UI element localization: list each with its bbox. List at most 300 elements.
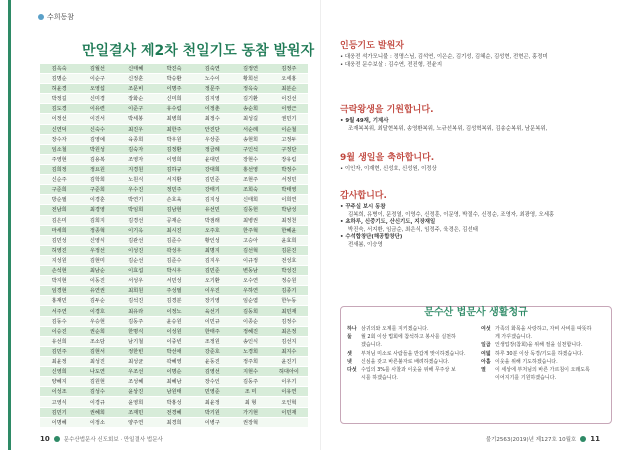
name-row — [40, 286, 308, 296]
name-cell: 이정춘 — [193, 104, 231, 114]
name-cell: 육선기 — [193, 306, 231, 316]
rule-text: 수입의 3%를 사찰과 이웃을 위해 무주상 보 — [361, 367, 456, 374]
name-cell: 지성원 — [40, 255, 78, 265]
name-cell: 조현주 — [231, 175, 269, 185]
name-cell: 최은정 — [270, 326, 308, 336]
rule-number: 열 — [481, 367, 486, 374]
rule-row — [481, 358, 607, 366]
name-cell: 민영준 — [193, 387, 231, 397]
rule-text: 게 가꾸겠습니다. — [495, 334, 532, 341]
name-cell: 서정민 — [270, 175, 308, 185]
footer-dot-icon — [580, 436, 586, 442]
name-cell: 최병권 — [231, 215, 269, 225]
name-cell: 권혜희 — [78, 407, 116, 417]
name-cell: 마세희 — [40, 225, 78, 235]
name-cell: 정종혁 — [78, 225, 116, 235]
name-cell: 윤영희 — [117, 397, 155, 407]
name-cell: 박시우 — [155, 266, 193, 276]
name-cell: 조 미 — [231, 387, 269, 397]
rule-text: 인생업장(참회)을 위해 절을 실천합니다. — [495, 342, 583, 349]
rule-row — [481, 341, 607, 349]
name-row — [40, 276, 308, 286]
name-cell: 김종기 — [270, 286, 308, 296]
name-cell: 황인성 — [193, 235, 231, 245]
name-cell: 고승아 — [231, 235, 269, 245]
name-cell: 이성진 — [117, 245, 155, 255]
name-cell: 남원태 — [155, 387, 193, 397]
name-cell: 이규정 — [231, 255, 269, 265]
name-cell: 나도연 — [78, 367, 116, 377]
rule-text: 삼귀의와 오계를 지키겠습니다. — [361, 326, 429, 332]
section-header — [38, 12, 74, 22]
name-cell: 김준수 — [155, 255, 193, 265]
name-cell: 이효섭 — [117, 266, 155, 276]
name-cell: 최진우 — [117, 124, 155, 134]
name-cell: 정문주 — [193, 84, 231, 94]
name-cell: 박남성 — [270, 205, 308, 215]
name-cell: 허영진 — [40, 245, 78, 255]
name-cell: 김정주 — [270, 64, 308, 73]
name-cell: 김원현 — [78, 377, 116, 387]
name-cell: 정금례 — [193, 144, 231, 154]
name-cell: 전남희 — [40, 205, 78, 215]
name-cell: 유선희 — [40, 336, 78, 346]
name-cell: 김동수 — [40, 316, 78, 326]
name-cell: 김정연 — [231, 64, 269, 73]
name-cell: 권민기 — [270, 114, 308, 124]
name-row — [40, 144, 308, 154]
name-cell: 양주연 — [117, 417, 155, 427]
name-cell: 손석현 — [40, 266, 78, 276]
left-accent-bar — [8, 0, 11, 450]
name-cell: 이정선 — [40, 114, 78, 124]
name-cell: 최민재 — [270, 306, 308, 316]
name-cell: 조정원 — [193, 336, 231, 346]
rule-number: 다섯 — [347, 367, 357, 374]
name-cell: 한누동 — [270, 296, 308, 306]
rule-row — [481, 325, 607, 333]
name-cell: 우정선 — [78, 245, 116, 255]
name-cell: 이경훈 — [78, 195, 116, 205]
rebirth-line: • 9월 49재, 기제사 — [340, 118, 389, 124]
rule-row — [347, 341, 475, 349]
name-cell: 윤상진 — [117, 387, 155, 397]
name-row — [40, 195, 308, 205]
name-cell: 김동헌 — [231, 205, 269, 215]
name-row — [40, 377, 308, 387]
name-row — [40, 255, 308, 265]
name-cell: 홍재민 — [40, 296, 78, 306]
name-row — [40, 114, 308, 124]
rule-number: 여섯 — [481, 326, 491, 332]
name-cell: 윤동진 — [193, 357, 231, 367]
lotus-icon — [38, 14, 44, 20]
name-row — [40, 164, 308, 174]
rule-number: 셋 — [347, 350, 352, 357]
rule-number: 하나 — [347, 326, 357, 332]
rule-text: 이웃을 위해 기도하겠습니다. — [495, 358, 558, 365]
name-cell: 손호육 — [155, 195, 193, 205]
name-cell: 오수연 — [231, 276, 269, 286]
name-cell: 신미경 — [78, 94, 116, 104]
name-cell: 김숙연 — [193, 64, 231, 73]
name-cell: 이기옥 — [117, 225, 155, 235]
name-cell: 최희원 — [117, 286, 155, 296]
footer-right — [486, 435, 604, 443]
name-cell: 조문비 — [117, 84, 155, 94]
name-cell: 윤효희 — [270, 235, 308, 245]
name-cell: 곽성우 — [155, 245, 193, 255]
name-cell: 최명지 — [193, 245, 231, 255]
name-cell: 한주혁 — [231, 225, 269, 235]
name-cell: 조희숙 — [231, 185, 269, 195]
name-cell: 장수자 — [40, 134, 78, 144]
name-cell: 김지영 — [193, 94, 231, 104]
rule-number — [481, 374, 495, 382]
name-cell: 이영근 — [270, 104, 308, 114]
name-cell: 이중빈 — [155, 336, 193, 346]
name-cell: 이정소 — [78, 417, 116, 427]
thanks-line: 전새봄, 이승영 — [348, 241, 383, 248]
name-cell: 박연기 — [117, 195, 155, 205]
name-cell: 김숙자 — [117, 144, 155, 154]
name-cell: 김은미 — [40, 215, 78, 225]
name-cell: 김현미 — [78, 255, 116, 265]
thanks-line: • 꾸주실 보시 동참 — [340, 204, 386, 210]
prayer-section — [340, 38, 548, 69]
name-cell: 서순례 — [231, 124, 269, 134]
rule-text: 가족의 화목을 사랑하고, 자비 사비를 따뜻하 — [495, 326, 592, 332]
name-cell: 신영식 — [78, 235, 116, 245]
name-row — [40, 306, 308, 316]
name-cell: 이민재 — [270, 407, 308, 417]
name-cell: 최성균 — [117, 357, 155, 367]
name-cell: 윤승원 — [155, 316, 193, 326]
name-cell: 고정두 — [270, 134, 308, 144]
name-cell: 장유림 — [270, 154, 308, 164]
rule-row — [481, 374, 607, 382]
thanks-line: 김복희, 유병이, 문정열, 이영수, 신정훈, 이문영, 박절수, 신정순, 조영자, 최광영, 오세홍 — [348, 211, 555, 218]
name-cell: 송인식 — [231, 336, 269, 346]
name-cell — [270, 417, 308, 427]
name-cell: 신태희 — [231, 195, 269, 205]
rule-row — [481, 350, 607, 358]
rule-text: 겠습니다. — [361, 342, 382, 349]
name-cell: 신연덕 — [40, 124, 78, 134]
name-row — [40, 346, 308, 356]
name-cell: 박승환 — [155, 73, 193, 83]
footer-dot-icon — [54, 436, 60, 442]
name-cell: 김동주 — [231, 377, 269, 387]
name-row — [40, 84, 308, 94]
name-cell: 육종희 — [117, 134, 155, 144]
name-cell: 홍선영 — [231, 164, 269, 174]
name-cell: 조소담 — [78, 336, 116, 346]
name-cell: 권순희 — [78, 326, 116, 336]
prayer-line: • 대웅전 석가모니불 : 정명스님, 김석연, 이은순, 김기성, 김혜순, 김성현, 전현곤, 홍정미 — [340, 54, 548, 60]
footer-left-text: 문수산법문사 신도회보 · 만일결사 법문사 — [63, 437, 163, 443]
name-cell: 허윤경 — [40, 84, 78, 94]
name-cell: 노원식 — [117, 175, 155, 185]
name-row — [40, 235, 308, 245]
rule-row — [347, 350, 475, 358]
name-cell: 조재민 — [117, 407, 155, 417]
name-row — [40, 134, 308, 144]
name-cell: 이우진 — [193, 286, 231, 296]
name-cell: 이경호 — [78, 306, 116, 316]
name-cell: 박태영 — [270, 185, 308, 195]
name-cell: 최정수 — [193, 114, 231, 124]
name-row — [40, 296, 308, 306]
rule-row — [347, 374, 475, 382]
name-cell: 안진단 — [193, 124, 231, 134]
name-cell: 김현서 — [78, 346, 116, 356]
thanks-line: • 초하루, 신중기도, 산신기도, 지장재일 — [340, 219, 436, 226]
name-cell: 윤진기 — [270, 357, 308, 367]
name-cell: 이진서 — [78, 114, 116, 124]
name-cell: 곽혜영 — [155, 357, 193, 367]
name-row — [40, 185, 308, 195]
rule-number: 둘 — [347, 334, 352, 341]
name-cell: 박지현 — [40, 276, 78, 286]
name-cell: 김영선 — [193, 367, 231, 377]
name-cell: 김희지 — [78, 215, 116, 225]
name-cell: 이종순 — [231, 316, 269, 326]
name-cell: 김희정 — [40, 164, 78, 174]
rule-row — [347, 333, 475, 341]
name-cell: 김용복 — [78, 154, 116, 164]
name-cell: 김명순 — [40, 73, 78, 83]
name-cell: 전성호 — [270, 255, 308, 265]
name-cell: 구정단 — [270, 144, 308, 154]
name-cell: 김두순 — [78, 296, 116, 306]
rule-text: 이어지기를 기원하겠습니다. — [495, 375, 557, 382]
rule-text: 부처님 미소로 사람들을 반갑게 맞이하겠습니다. — [361, 350, 466, 357]
name-cell: 장현수 — [231, 154, 269, 164]
name-cell: 김경분 — [155, 296, 193, 306]
name-cell: 유연권 — [78, 286, 116, 296]
name-cell: 박선애 — [155, 346, 193, 356]
thanks-line: 박진숙, 서지환, 임금순, 최은식, 임정주, 육경은, 김선태 — [348, 226, 478, 233]
name-cell: 김월선 — [78, 64, 116, 73]
name-cell: 김관선 — [117, 235, 155, 245]
name-cell: 김정수 — [270, 316, 308, 326]
name-row — [40, 124, 308, 134]
name-cell: 신정훈 — [117, 73, 155, 83]
name-cell: 정민주 — [155, 185, 193, 195]
name-cell: 서지환 — [155, 175, 193, 185]
name-cell: 박점래 — [193, 215, 231, 225]
name-cell: 김민기 — [40, 407, 78, 417]
name-cell: 최성진 — [78, 357, 116, 367]
name-cell: 이승진 — [40, 326, 78, 336]
page-gutter — [320, 0, 321, 450]
name-row — [40, 175, 308, 185]
name-cell: 임경현 — [40, 286, 78, 296]
name-cell: 이성원 — [155, 326, 193, 336]
name-cell: 신태혜 — [117, 64, 155, 73]
name-cell: 최정천 — [270, 215, 308, 225]
name-cell: 김동주 — [117, 316, 155, 326]
name-cell: 김하규 — [155, 164, 193, 174]
rule-text: 월 2회 이상 법회에 참석하고 봉사를 실천하 — [361, 334, 456, 341]
name-cell: 노수이 — [193, 73, 231, 83]
rule-text: 이 세상에 부처님의 바른 가르침이 오래도록 — [495, 367, 590, 374]
name-cell: 김민준 — [193, 175, 231, 185]
name-row — [40, 245, 308, 255]
name-cell: 우수진 — [117, 185, 155, 195]
page-title: 만일결사 제2차 천일기도 동참 발원자 — [82, 43, 315, 59]
name-cell: 박세봉 — [117, 114, 155, 124]
name-cell: 김기환 — [231, 94, 269, 104]
name-cell: 김순선 — [117, 255, 155, 265]
name-row — [40, 104, 308, 114]
name-cell: 김경선 — [117, 215, 155, 225]
name-cell: 지현수 — [231, 367, 269, 377]
thanks-line: • 수석합창단(해공합창단) — [340, 234, 403, 241]
name-cell: 주영현 — [40, 154, 78, 164]
name-cell: 김선혁 — [231, 245, 269, 255]
name-cell: 이우기 — [270, 377, 308, 387]
name-cell: 정주희 — [231, 357, 269, 367]
page-number-right: 11 — [590, 435, 600, 443]
name-cell: 구준희 — [40, 185, 78, 195]
name-cell: 고영식 — [40, 397, 78, 407]
name-cell: 이명순 — [155, 367, 193, 377]
rule-row — [481, 333, 607, 341]
name-cell: 김성수 — [78, 387, 116, 397]
rule-row — [347, 358, 475, 366]
name-cell: 박성진 — [270, 266, 308, 276]
name-cell: 정혜진 — [231, 326, 269, 336]
rule-text: 하루 30분 이상 독경/기도를 하겠습니다. — [495, 350, 584, 357]
rebirth-section — [340, 102, 547, 133]
name-cell: 가기현 — [231, 407, 269, 417]
rules-left-column — [347, 325, 475, 382]
name-cell: 구인석 — [231, 144, 269, 154]
name-cell: 이민규 — [193, 316, 231, 326]
name-cell: 신미희 — [155, 94, 193, 104]
name-cell: 김영예 — [78, 134, 116, 144]
name-cell: 우승현 — [78, 316, 116, 326]
name-cell: 서성우 — [117, 276, 155, 286]
name-row — [40, 205, 308, 215]
rule-text: 신심을 갖고 바른불자로 배려하겠습니다. — [361, 358, 450, 365]
thanks-title: 감사합니다. — [340, 191, 387, 201]
name-row — [40, 316, 308, 326]
name-cell: 윤대민 — [193, 154, 231, 164]
rules-right-column — [481, 325, 607, 382]
birthday-title: 9월 생일을 축하합니다. — [340, 153, 435, 163]
name-cell: 오인혁 — [270, 397, 308, 407]
name-cell: 김선지 — [270, 336, 308, 346]
name-cell: 이유련 — [78, 104, 116, 114]
name-cell: 최병희 — [155, 114, 193, 124]
rule-text: 시를 하겠습니다. — [361, 375, 398, 382]
name-cell: 오영섭 — [78, 84, 116, 94]
rule-row — [347, 325, 475, 333]
name-cell: 강태기 — [193, 185, 231, 195]
name-cell: 김민성 — [40, 235, 78, 245]
name-cell: 김지우 — [193, 255, 231, 265]
thanks-section — [340, 188, 554, 250]
name-cell: 박홍성 — [155, 397, 193, 407]
rebirth-line: 조재복복위, 최달현복위, 송영환복위, 노규선복위, 김성혁복위, 김송순복위, 남문복위, — [348, 125, 548, 132]
name-row — [40, 215, 308, 225]
name-cell: 박원성 — [78, 144, 116, 154]
name-cell: 김민준 — [193, 266, 231, 276]
name-cell: 정옥숙 — [231, 84, 269, 94]
name-cell: 임순엽 — [231, 296, 269, 306]
rule-number — [347, 374, 361, 382]
name-cell: 김남현 — [155, 205, 193, 215]
rules-title — [341, 303, 611, 318]
name-cell: 이경규 — [78, 397, 116, 407]
footer-right-text: 불기2563(2019)년 제127호 10월호 — [485, 437, 577, 443]
prayer-title: 인등기도 발원자 — [340, 41, 404, 51]
birthday-line: • 이인자, 이재현, 신성호, 신성원, 이정상 — [340, 166, 437, 172]
name-cell: 장화순 — [117, 94, 155, 104]
rule-row — [481, 366, 607, 374]
name-cell: 최윤정 — [193, 397, 231, 407]
name-cell: 김민주 — [40, 346, 78, 356]
name-cell: 주성필 — [155, 286, 193, 296]
name-cell: 이순구 — [78, 73, 116, 83]
birthday-section — [340, 150, 437, 174]
name-cell: 노경희 — [231, 346, 269, 356]
rule-number: 여덟 — [481, 350, 491, 357]
name-row — [40, 266, 308, 276]
name-cell: 최경영 — [78, 205, 116, 215]
name-cell: 이명주 — [155, 84, 193, 94]
name-row — [40, 387, 308, 397]
rule-number — [347, 341, 361, 349]
name-cell: 최유라 — [117, 306, 155, 316]
name-row — [40, 336, 308, 346]
name-row — [40, 94, 308, 104]
name-cell: 전경혜 — [155, 407, 193, 417]
name-row — [40, 64, 308, 73]
rule-row — [347, 366, 475, 374]
name-cell: 서민성 — [155, 276, 193, 286]
name-cell: 한혜윤 — [270, 225, 308, 235]
name-cell: 최남순 — [78, 266, 116, 276]
name-cell: 박정수 — [270, 164, 308, 174]
name-cell: 박진숙 — [155, 64, 193, 73]
name-cell: 이동진 — [78, 276, 116, 286]
name-cell: 강대희 — [193, 164, 231, 174]
name-row — [40, 357, 308, 367]
name-cell: 이순철 — [270, 124, 308, 134]
name-cell: 변동남 — [231, 266, 269, 276]
rules-box — [340, 306, 612, 424]
section-header-label: 수희동참 — [47, 13, 75, 21]
name-cell: 정한빈 — [117, 346, 155, 356]
name-cell: 공재순 — [155, 215, 193, 225]
name-cell: 김동희 — [231, 306, 269, 316]
name-cell: 김문진 — [270, 245, 308, 255]
name-cell: 오기환 — [193, 276, 231, 286]
name-cell: 조영자 — [117, 154, 155, 164]
name-cell: 박정길 — [40, 94, 78, 104]
name-cell: 정승원 — [270, 276, 308, 286]
name-cell: 박우원 — [155, 134, 193, 144]
name-row — [40, 417, 308, 427]
name-table — [40, 64, 308, 428]
footer-left — [36, 435, 163, 443]
rule-number — [481, 333, 495, 341]
name-cell: 신순주 — [40, 175, 78, 185]
